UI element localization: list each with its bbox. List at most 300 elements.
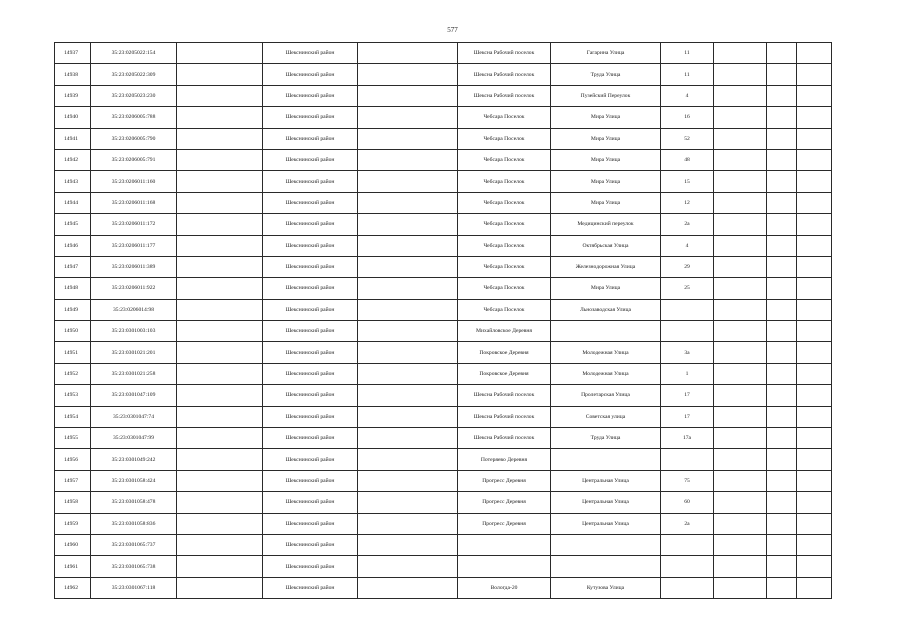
- cell-cadastral-number: 35:23:0206011:922: [91, 278, 177, 299]
- cell-district: Шекснинский район: [263, 321, 358, 342]
- cell-locality: Прогресс Деревня: [458, 513, 551, 534]
- cell-street: Советская улица: [551, 406, 661, 427]
- cell-street: Льнозаводская Улица: [551, 299, 661, 320]
- cell-cadastral-number: 35:23:0301047:99: [91, 428, 177, 449]
- cell-empty: [767, 342, 797, 363]
- cell-cadastral-number: 35:23:0206011:160: [91, 171, 177, 192]
- cell-empty: [714, 428, 767, 449]
- registry-table: [54, 42, 832, 599]
- cell-empty: [177, 513, 263, 534]
- table-row: [55, 342, 832, 363]
- cell-empty: [358, 492, 458, 513]
- cell-locality: Прогресс Деревня: [458, 470, 551, 491]
- cell-street: Мира Улица: [551, 171, 661, 192]
- table-row: [55, 534, 832, 555]
- cell-empty: [177, 256, 263, 277]
- cell-empty: [767, 85, 797, 106]
- cell-cadastral-number: 35:23:0301065:737: [91, 534, 177, 555]
- cell-empty: [714, 128, 767, 149]
- cell-row-number: 14937: [55, 43, 91, 64]
- cell-locality: Вологда-20: [458, 577, 551, 598]
- cell-empty: [358, 214, 458, 235]
- cell-locality: [458, 534, 551, 555]
- cell-empty: [358, 171, 458, 192]
- cell-empty: [767, 363, 797, 384]
- table-row: [55, 299, 832, 320]
- cell-empty: [177, 128, 263, 149]
- cell-street: Труда Улица: [551, 428, 661, 449]
- cell-cadastral-number: 35:23:0206014:98: [91, 299, 177, 320]
- table-row: [55, 128, 832, 149]
- cell-locality: Чебсара Поселок: [458, 107, 551, 128]
- cell-empty: [714, 534, 767, 555]
- cell-street: Мира Улица: [551, 128, 661, 149]
- cell-cadastral-number: 35:23:0205022:154: [91, 43, 177, 64]
- cell-empty: [358, 470, 458, 491]
- table-row: [55, 278, 832, 299]
- table-row: [55, 256, 832, 277]
- cell-district: Шекснинский район: [263, 256, 358, 277]
- cell-empty: [797, 513, 832, 534]
- table-row: [55, 406, 832, 427]
- cell-empty: [797, 406, 832, 427]
- cell-district: Шекснинский район: [263, 214, 358, 235]
- cell-empty: [714, 107, 767, 128]
- cell-empty: [358, 534, 458, 555]
- cell-house: 11: [661, 43, 714, 64]
- cell-empty: [358, 342, 458, 363]
- cell-empty: [358, 149, 458, 170]
- cell-empty: [767, 534, 797, 555]
- cell-house: [661, 299, 714, 320]
- cell-locality: Чебсара Поселок: [458, 214, 551, 235]
- cell-row-number: 14941: [55, 128, 91, 149]
- cell-empty: [797, 256, 832, 277]
- cell-house: 29: [661, 256, 714, 277]
- cell-row-number: 14939: [55, 85, 91, 106]
- cell-row-number: 14958: [55, 492, 91, 513]
- cell-empty: [767, 321, 797, 342]
- cell-row-number: 14960: [55, 534, 91, 555]
- cell-empty: [358, 428, 458, 449]
- cell-empty: [797, 299, 832, 320]
- cell-empty: [714, 556, 767, 577]
- cell-empty: [177, 149, 263, 170]
- cell-locality: Шексна Рабочий поселок: [458, 406, 551, 427]
- table-row: [55, 107, 832, 128]
- cell-row-number: 14954: [55, 406, 91, 427]
- cell-empty: [797, 385, 832, 406]
- cell-cadastral-number: 35:23:0205023:230: [91, 85, 177, 106]
- cell-empty: [714, 321, 767, 342]
- cell-row-number: 14948: [55, 278, 91, 299]
- cell-empty: [797, 235, 832, 256]
- cell-empty: [714, 85, 767, 106]
- cell-empty: [177, 492, 263, 513]
- cell-row-number: 14946: [55, 235, 91, 256]
- cell-locality: Шексна Рабочий поселок: [458, 43, 551, 64]
- cell-street: Центральная Улица: [551, 492, 661, 513]
- cell-row-number: 14947: [55, 256, 91, 277]
- cell-empty: [358, 299, 458, 320]
- table-row: [55, 321, 832, 342]
- cell-locality: [458, 556, 551, 577]
- cell-empty: [797, 428, 832, 449]
- cell-district: Шекснинский район: [263, 406, 358, 427]
- cell-empty: [177, 43, 263, 64]
- cell-street: Пузейский Переулок: [551, 85, 661, 106]
- table-row: [55, 449, 832, 470]
- cell-locality: Чебсара Поселок: [458, 171, 551, 192]
- cell-cadastral-number: 35:23:0301058:424: [91, 470, 177, 491]
- cell-row-number: 14953: [55, 385, 91, 406]
- cell-empty: [177, 556, 263, 577]
- cell-row-number: 14962: [55, 577, 91, 598]
- cell-empty: [767, 235, 797, 256]
- cell-street: Гагарина Улица: [551, 43, 661, 64]
- cell-empty: [358, 385, 458, 406]
- cell-empty: [177, 385, 263, 406]
- table-row: [55, 85, 832, 106]
- cell-cadastral-number: 35:23:0301021:201: [91, 342, 177, 363]
- cell-empty: [714, 192, 767, 213]
- cell-street: Октябрьская Улица: [551, 235, 661, 256]
- cell-empty: [767, 299, 797, 320]
- cell-district: Шекснинский район: [263, 428, 358, 449]
- cell-empty: [177, 235, 263, 256]
- cell-row-number: 14943: [55, 171, 91, 192]
- table-row: [55, 470, 832, 491]
- cell-empty: [358, 513, 458, 534]
- cell-empty: [358, 278, 458, 299]
- cell-house: [661, 534, 714, 555]
- cell-locality: Чебсара Поселок: [458, 128, 551, 149]
- cell-empty: [177, 278, 263, 299]
- cell-district: Шекснинский район: [263, 278, 358, 299]
- table-row: [55, 556, 832, 577]
- cell-street: Мира Улица: [551, 192, 661, 213]
- cell-row-number: 14957: [55, 470, 91, 491]
- cell-district: Шекснинский район: [263, 449, 358, 470]
- cell-empty: [177, 299, 263, 320]
- cell-empty: [714, 256, 767, 277]
- cell-empty: [797, 128, 832, 149]
- cell-empty: [797, 214, 832, 235]
- cell-district: Шекснинский район: [263, 171, 358, 192]
- cell-empty: [797, 534, 832, 555]
- cell-district: Шекснинский район: [263, 149, 358, 170]
- cell-empty: [714, 492, 767, 513]
- cell-street: Мира Улица: [551, 107, 661, 128]
- table-row: [55, 363, 832, 384]
- cell-empty: [177, 406, 263, 427]
- cell-empty: [714, 171, 767, 192]
- cell-empty: [177, 64, 263, 85]
- cell-empty: [358, 192, 458, 213]
- cell-empty: [358, 406, 458, 427]
- cell-cadastral-number: 35:23:0301049:242: [91, 449, 177, 470]
- cell-street: Железнодорожная Улица: [551, 256, 661, 277]
- cell-empty: [177, 171, 263, 192]
- cell-empty: [767, 149, 797, 170]
- cell-empty: [714, 577, 767, 598]
- cell-street: Центральная Улица: [551, 470, 661, 491]
- cell-empty: [177, 534, 263, 555]
- cell-street: [551, 449, 661, 470]
- cell-empty: [714, 470, 767, 491]
- cell-house: 4: [661, 85, 714, 106]
- cell-house: 4: [661, 235, 714, 256]
- cell-empty: [177, 342, 263, 363]
- cell-house: 16: [661, 107, 714, 128]
- table-row: [55, 492, 832, 513]
- cell-cadastral-number: 35:23:0301003:103: [91, 321, 177, 342]
- cell-empty: [797, 321, 832, 342]
- cell-house: 12: [661, 192, 714, 213]
- table-row: [55, 428, 832, 449]
- cell-empty: [767, 577, 797, 598]
- cell-cadastral-number: 35:23:0301067:118: [91, 577, 177, 598]
- cell-district: Шекснинский район: [263, 107, 358, 128]
- cell-house: [661, 321, 714, 342]
- cell-empty: [714, 363, 767, 384]
- cell-empty: [177, 192, 263, 213]
- cell-row-number: 14944: [55, 192, 91, 213]
- cell-locality: Шексна Рабочий поселок: [458, 428, 551, 449]
- cell-empty: [358, 256, 458, 277]
- cell-locality: Потеряево Деревня: [458, 449, 551, 470]
- cell-cadastral-number: 35:23:0301047:74: [91, 406, 177, 427]
- table-row: [55, 64, 832, 85]
- cell-empty: [177, 449, 263, 470]
- cell-street: Молодежная Улица: [551, 363, 661, 384]
- cell-empty: [714, 342, 767, 363]
- cell-row-number: 14955: [55, 428, 91, 449]
- cell-empty: [714, 214, 767, 235]
- cell-empty: [767, 556, 797, 577]
- cell-empty: [797, 192, 832, 213]
- cell-empty: [767, 278, 797, 299]
- cell-cadastral-number: 35:23:0301058:836: [91, 513, 177, 534]
- cell-empty: [358, 235, 458, 256]
- cell-locality: Чебсара Поселок: [458, 149, 551, 170]
- table-row: [55, 43, 832, 64]
- cell-house: [661, 556, 714, 577]
- table-row: [55, 214, 832, 235]
- cell-house: 17: [661, 406, 714, 427]
- cell-district: Шекснинский район: [263, 128, 358, 149]
- cell-house: 48: [661, 149, 714, 170]
- cell-row-number: 14945: [55, 214, 91, 235]
- cell-empty: [797, 149, 832, 170]
- cell-district: Шекснинский район: [263, 385, 358, 406]
- cell-house: 3а: [661, 342, 714, 363]
- cell-cadastral-number: 35:23:0301065:738: [91, 556, 177, 577]
- cell-district: Шекснинский район: [263, 43, 358, 64]
- cell-empty: [797, 363, 832, 384]
- cell-empty: [358, 107, 458, 128]
- table-row: [55, 171, 832, 192]
- cell-empty: [714, 299, 767, 320]
- cell-district: Шекснинский район: [263, 192, 358, 213]
- cell-empty: [714, 513, 767, 534]
- table-row: [55, 385, 832, 406]
- cell-locality: Шексна Рабочий поселок: [458, 85, 551, 106]
- cell-empty: [177, 577, 263, 598]
- cell-empty: [767, 428, 797, 449]
- cell-empty: [797, 171, 832, 192]
- cell-empty: [767, 470, 797, 491]
- cell-district: Шекснинский район: [263, 534, 358, 555]
- cell-empty: [797, 577, 832, 598]
- cell-empty: [177, 428, 263, 449]
- table-row: [55, 149, 832, 170]
- cell-street: [551, 534, 661, 555]
- cell-empty: [714, 449, 767, 470]
- table-row: [55, 513, 832, 534]
- cell-row-number: 14938: [55, 64, 91, 85]
- cell-empty: [358, 128, 458, 149]
- cell-empty: [177, 363, 263, 384]
- cell-street: Труда Улица: [551, 64, 661, 85]
- cell-row-number: 14951: [55, 342, 91, 363]
- cell-locality: Прогресс Деревня: [458, 492, 551, 513]
- cell-cadastral-number: 35:23:0206011:177: [91, 235, 177, 256]
- cell-empty: [358, 85, 458, 106]
- cell-empty: [797, 107, 832, 128]
- cell-empty: [177, 107, 263, 128]
- cell-empty: [767, 64, 797, 85]
- cell-empty: [767, 128, 797, 149]
- cell-empty: [714, 64, 767, 85]
- cell-empty: [177, 470, 263, 491]
- cell-cadastral-number: 35:23:0206005:790: [91, 128, 177, 149]
- cell-empty: [358, 64, 458, 85]
- cell-empty: [797, 278, 832, 299]
- cell-row-number: 14942: [55, 149, 91, 170]
- cell-house: [661, 449, 714, 470]
- cell-row-number: 14950: [55, 321, 91, 342]
- cell-house: 60: [661, 492, 714, 513]
- cell-empty: [797, 342, 832, 363]
- cell-empty: [767, 192, 797, 213]
- cell-empty: [358, 577, 458, 598]
- cell-row-number: 14940: [55, 107, 91, 128]
- cell-district: Шекснинский район: [263, 342, 358, 363]
- cell-empty: [177, 321, 263, 342]
- cell-empty: [797, 85, 832, 106]
- cell-street: Мира Улица: [551, 278, 661, 299]
- cell-empty: [358, 556, 458, 577]
- cell-house: [661, 577, 714, 598]
- cell-district: Шекснинский район: [263, 235, 358, 256]
- cell-house: 25: [661, 278, 714, 299]
- cell-empty: [767, 513, 797, 534]
- cell-locality: Михайловское Деревня: [458, 321, 551, 342]
- cell-locality: Шексна Рабочий поселок: [458, 385, 551, 406]
- cell-house: 2а: [661, 214, 714, 235]
- cell-house: 1: [661, 363, 714, 384]
- cell-empty: [797, 492, 832, 513]
- table-row: [55, 192, 832, 213]
- cell-street: Мира Улица: [551, 149, 661, 170]
- cell-empty: [767, 171, 797, 192]
- cell-district: Шекснинский район: [263, 363, 358, 384]
- cell-empty: [358, 43, 458, 64]
- cell-empty: [797, 470, 832, 491]
- cell-cadastral-number: 35:23:0206011:168: [91, 192, 177, 213]
- cell-cadastral-number: 35:23:0205022:309: [91, 64, 177, 85]
- cell-district: Шекснинский район: [263, 299, 358, 320]
- cell-district: Шекснинский район: [263, 470, 358, 491]
- cell-house: 75: [661, 470, 714, 491]
- registry-table-body: [55, 43, 832, 599]
- cell-street: Центральная Улица: [551, 513, 661, 534]
- cell-empty: [358, 449, 458, 470]
- table-row: [55, 577, 832, 598]
- cell-district: Шекснинский район: [263, 64, 358, 85]
- cell-cadastral-number: 35:23:0301021:258: [91, 363, 177, 384]
- cell-empty: [797, 449, 832, 470]
- cell-row-number: 14959: [55, 513, 91, 534]
- cell-empty: [767, 214, 797, 235]
- cell-empty: [767, 107, 797, 128]
- cell-cadastral-number: 35:23:0206005:791: [91, 149, 177, 170]
- cell-street: [551, 321, 661, 342]
- cell-district: Шекснинский район: [263, 85, 358, 106]
- cell-house: 17: [661, 385, 714, 406]
- cell-empty: [767, 256, 797, 277]
- cell-street: Пролетарская Улица: [551, 385, 661, 406]
- cell-row-number: 14949: [55, 299, 91, 320]
- cell-empty: [714, 406, 767, 427]
- cell-district: Шекснинский район: [263, 577, 358, 598]
- cell-street: Молодежная Улица: [551, 342, 661, 363]
- cell-empty: [714, 235, 767, 256]
- cell-empty: [767, 43, 797, 64]
- cell-street: Медицинский переулок: [551, 214, 661, 235]
- cell-locality: Чебсара Поселок: [458, 299, 551, 320]
- cell-empty: [177, 214, 263, 235]
- cell-empty: [714, 43, 767, 64]
- cell-locality: Шексна Рабочий поселок: [458, 64, 551, 85]
- cell-cadastral-number: 35:23:0206011:172: [91, 214, 177, 235]
- cell-empty: [714, 385, 767, 406]
- cell-house: 11: [661, 64, 714, 85]
- cell-house: 17а: [661, 428, 714, 449]
- cell-house: 2а: [661, 513, 714, 534]
- cell-empty: [767, 492, 797, 513]
- table-row: [55, 235, 832, 256]
- cell-locality: Чебсара Поселок: [458, 256, 551, 277]
- cell-district: Шекснинский район: [263, 492, 358, 513]
- cell-cadastral-number: 35:23:0206011:389: [91, 256, 177, 277]
- cell-empty: [358, 321, 458, 342]
- cell-street: [551, 556, 661, 577]
- cell-empty: [797, 556, 832, 577]
- page-number: 577: [447, 26, 458, 34]
- cell-house: 52: [661, 128, 714, 149]
- cell-row-number: 14956: [55, 449, 91, 470]
- cell-empty: [177, 85, 263, 106]
- cell-cadastral-number: 35:23:0301047:109: [91, 385, 177, 406]
- cell-locality: Чебсара Поселок: [458, 235, 551, 256]
- cell-street: Кутузова Улица: [551, 577, 661, 598]
- cell-cadastral-number: 35:23:0206005:788: [91, 107, 177, 128]
- cell-empty: [797, 43, 832, 64]
- cell-empty: [767, 385, 797, 406]
- cell-locality: Чебсара Поселок: [458, 192, 551, 213]
